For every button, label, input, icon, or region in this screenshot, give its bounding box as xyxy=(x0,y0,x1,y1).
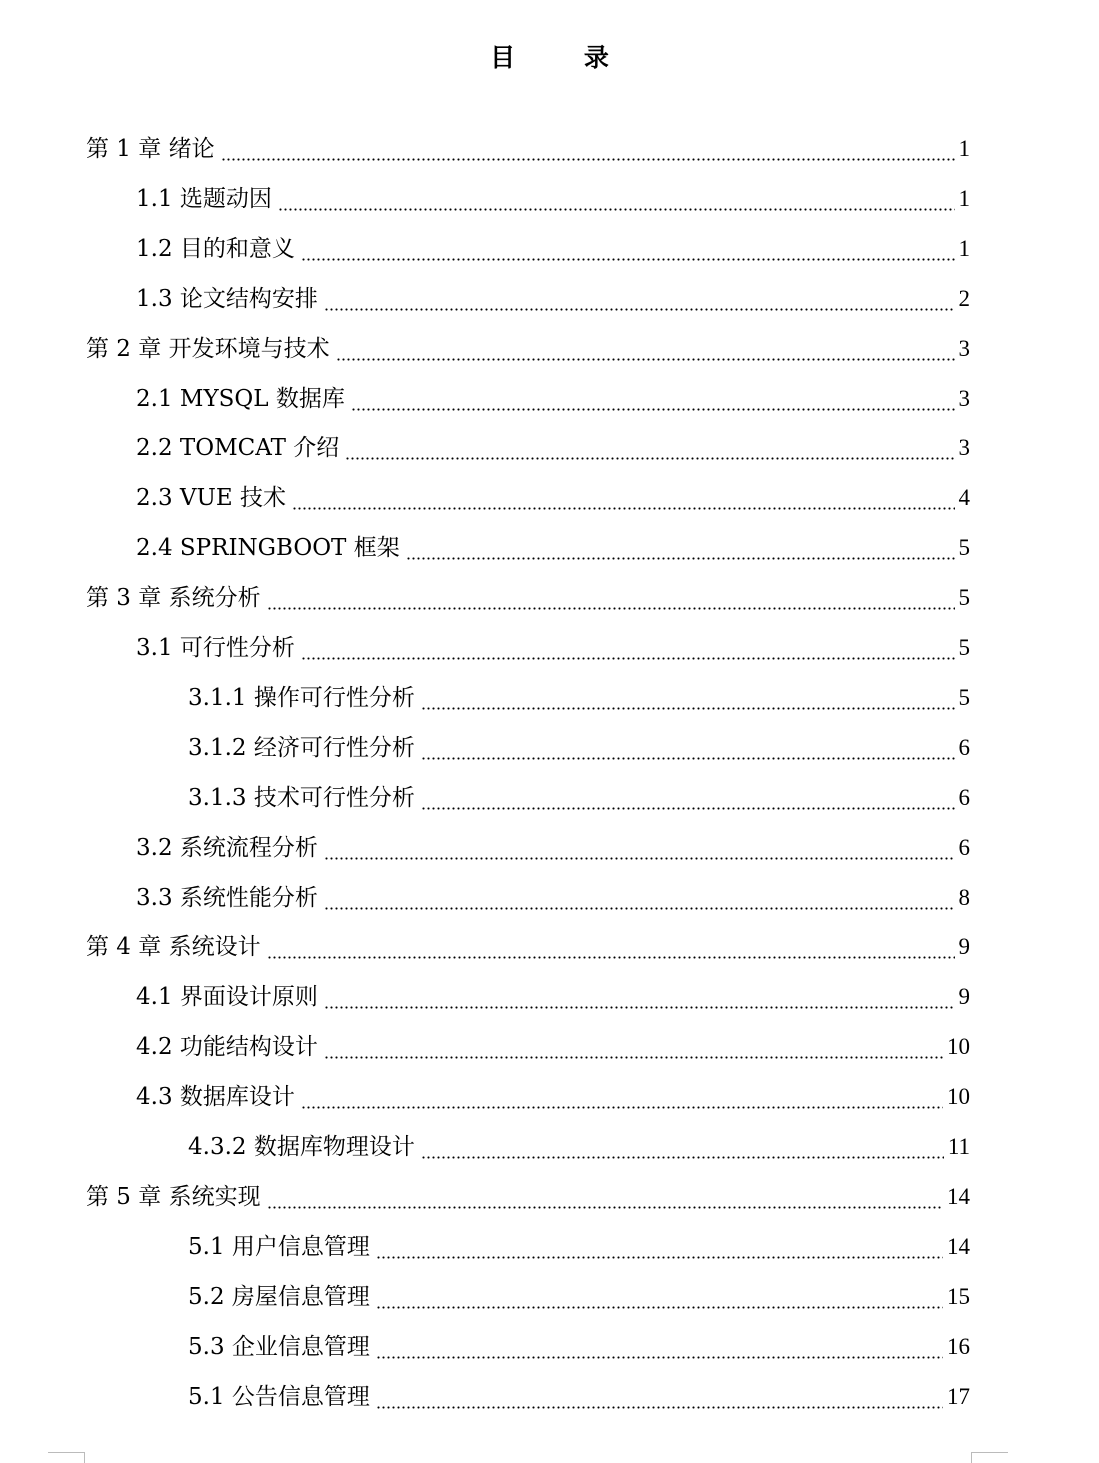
toc-entry[interactable] xyxy=(136,823,970,873)
toc-entry-page-number: 10 xyxy=(947,1034,970,1060)
toc-dot-leader xyxy=(267,1172,943,1222)
toc-entry-label: 4.3 数据库设计 xyxy=(136,1084,295,1111)
toc-entry-label: 第 5 章 系统实现 xyxy=(86,1183,261,1210)
page-title: 目 录 xyxy=(490,43,639,72)
toc-entry[interactable] xyxy=(188,673,970,723)
toc-entry-page-number: 3 xyxy=(958,385,970,411)
toc-dot-leader xyxy=(221,124,955,174)
toc-entry-label: 2.4 SPRINGBOOT 框架 xyxy=(136,535,400,562)
toc-dot-leader xyxy=(324,823,955,873)
toc-entry-label: 第 4 章 系统设计 xyxy=(86,934,261,961)
toc-entry-page-number: 4 xyxy=(958,485,970,511)
toc-dot-leader xyxy=(421,1122,944,1172)
toc-entry[interactable] xyxy=(136,174,970,224)
toc-entry-label: 5.3 企业信息管理 xyxy=(188,1333,370,1360)
toc-entry[interactable] xyxy=(86,1172,970,1222)
toc-entry-label: 4.3.2 数据库物理设计 xyxy=(188,1134,415,1160)
toc-dot-leader xyxy=(406,523,955,573)
toc-entry-page-number: 6 xyxy=(958,734,970,760)
toc-entry-label: 第 1 章 绪论 xyxy=(86,136,215,162)
toc-entry-label: 3.2 系统流程分析 xyxy=(136,834,318,861)
toc-dot-leader xyxy=(376,1272,943,1322)
toc-dot-leader xyxy=(324,1022,943,1072)
toc-entry-label: 5.2 房屋信息管理 xyxy=(188,1283,370,1310)
toc-dot-leader xyxy=(301,1072,943,1122)
toc-entry[interactable] xyxy=(86,573,970,623)
toc-entry-page-number: 5 xyxy=(958,585,970,611)
toc-entry-page-number: 11 xyxy=(947,1134,970,1159)
toc-entry[interactable] xyxy=(136,873,970,923)
toc-entry-page-number: 10 xyxy=(947,1084,970,1110)
toc-dot-leader xyxy=(376,1372,943,1422)
toc-entry-page-number: 2 xyxy=(958,285,970,311)
toc-entry[interactable] xyxy=(188,1372,970,1422)
toc-entry-page-number: 14 xyxy=(947,1233,970,1259)
toc-dot-leader xyxy=(376,1222,943,1272)
toc-dot-leader xyxy=(351,374,955,424)
toc-dot-leader xyxy=(278,174,955,224)
toc-entry[interactable] xyxy=(86,124,970,174)
toc-entry[interactable] xyxy=(86,324,970,374)
toc-entry-page-number: 5 xyxy=(958,535,970,561)
toc-entry[interactable] xyxy=(136,1022,970,1072)
toc-entry[interactable] xyxy=(136,224,970,274)
toc-entry-label: 5.1 公告信息管理 xyxy=(188,1383,370,1410)
toc-entry-label: 5.1 用户信息管理 xyxy=(188,1233,370,1260)
toc-entry[interactable] xyxy=(188,1122,970,1172)
toc-entry-label: 4.2 功能结构设计 xyxy=(136,1034,318,1061)
toc-entry[interactable] xyxy=(136,274,970,324)
toc-entry[interactable] xyxy=(188,1222,970,1272)
toc-entry[interactable] xyxy=(188,1322,970,1372)
toc-entry-page-number: 9 xyxy=(958,934,970,960)
toc-entry-page-number: 1 xyxy=(958,185,970,211)
page-corner-mark-right xyxy=(971,1452,1008,1463)
toc-entry-label: 3.1 可行性分析 xyxy=(136,635,295,661)
toc-entry-label: 3.3 系统性能分析 xyxy=(136,884,318,911)
toc-entry[interactable] xyxy=(136,972,970,1022)
toc-entry[interactable] xyxy=(188,723,970,773)
page-corner-mark-left xyxy=(48,1452,85,1463)
toc-entry-label: 1.2 目的和意义 xyxy=(136,235,295,262)
toc-entry[interactable] xyxy=(136,623,970,673)
toc-dot-leader xyxy=(324,873,955,923)
toc-entry[interactable] xyxy=(136,523,970,573)
toc-entry-page-number: 6 xyxy=(958,834,970,860)
toc-entry-label: 第 3 章 系统分析 xyxy=(86,585,261,612)
toc-entry-label: 3.1.1 操作可行性分析 xyxy=(188,684,415,711)
toc-dot-leader xyxy=(421,773,955,823)
toc-entry-page-number: 1 xyxy=(958,235,970,261)
toc-dot-leader xyxy=(301,623,955,673)
toc-entry-page-number: 6 xyxy=(958,784,970,810)
toc-dot-leader xyxy=(376,1322,943,1372)
toc-entry[interactable] xyxy=(136,473,970,523)
toc-entry[interactable] xyxy=(188,773,970,823)
toc-dot-leader xyxy=(421,673,955,723)
toc-entry-label: 2.2 TOMCAT 介绍 xyxy=(136,435,340,462)
toc-dot-leader xyxy=(421,723,955,773)
toc-entry-page-number: 9 xyxy=(958,984,970,1010)
toc-entry-page-number: 16 xyxy=(947,1333,970,1359)
toc-entry-label: 3.1.2 经济可行性分析 xyxy=(188,734,415,761)
toc-entry-page-number: 17 xyxy=(947,1383,970,1409)
toc-entry-page-number: 8 xyxy=(958,884,970,910)
toc-dot-leader xyxy=(336,324,955,374)
toc-entry-page-number: 3 xyxy=(958,435,970,461)
toc-dot-leader xyxy=(324,972,955,1022)
toc-entry-label: 2.1 MYSQL 数据库 xyxy=(136,385,345,412)
toc-entry-label: 2.3 VUE 技术 xyxy=(136,485,286,512)
toc-entry-page-number: 15 xyxy=(947,1283,970,1309)
toc-entry[interactable] xyxy=(136,374,970,424)
toc-entry-page-number: 1 xyxy=(958,136,970,161)
toc-dot-leader xyxy=(345,423,954,473)
toc-dot-leader xyxy=(324,274,955,324)
toc-entry-label: 1.3 论文结构安排 xyxy=(136,285,318,312)
toc-entry-label: 4.1 界面设计原则 xyxy=(136,984,318,1011)
toc-dot-leader xyxy=(267,922,955,972)
toc-dot-leader xyxy=(292,473,955,523)
toc-entry[interactable] xyxy=(86,922,970,972)
toc-entry[interactable] xyxy=(136,1072,970,1122)
toc-entry-label: 1.1 选题动因 xyxy=(136,185,272,212)
toc-dot-leader xyxy=(267,573,955,623)
toc-entry-page-number: 14 xyxy=(947,1183,970,1209)
toc-entry-page-number: 3 xyxy=(958,335,970,361)
toc-entry[interactable] xyxy=(136,423,970,473)
toc-entry-page-number: 5 xyxy=(958,684,970,710)
toc-entry-label: 3.1.3 技术可行性分析 xyxy=(188,784,415,811)
toc-entry-label: 第 2 章 开发环境与技术 xyxy=(86,335,330,362)
toc-entry-page-number: 5 xyxy=(958,635,970,660)
toc-entry[interactable] xyxy=(188,1272,970,1322)
toc-dot-leader xyxy=(301,224,955,274)
